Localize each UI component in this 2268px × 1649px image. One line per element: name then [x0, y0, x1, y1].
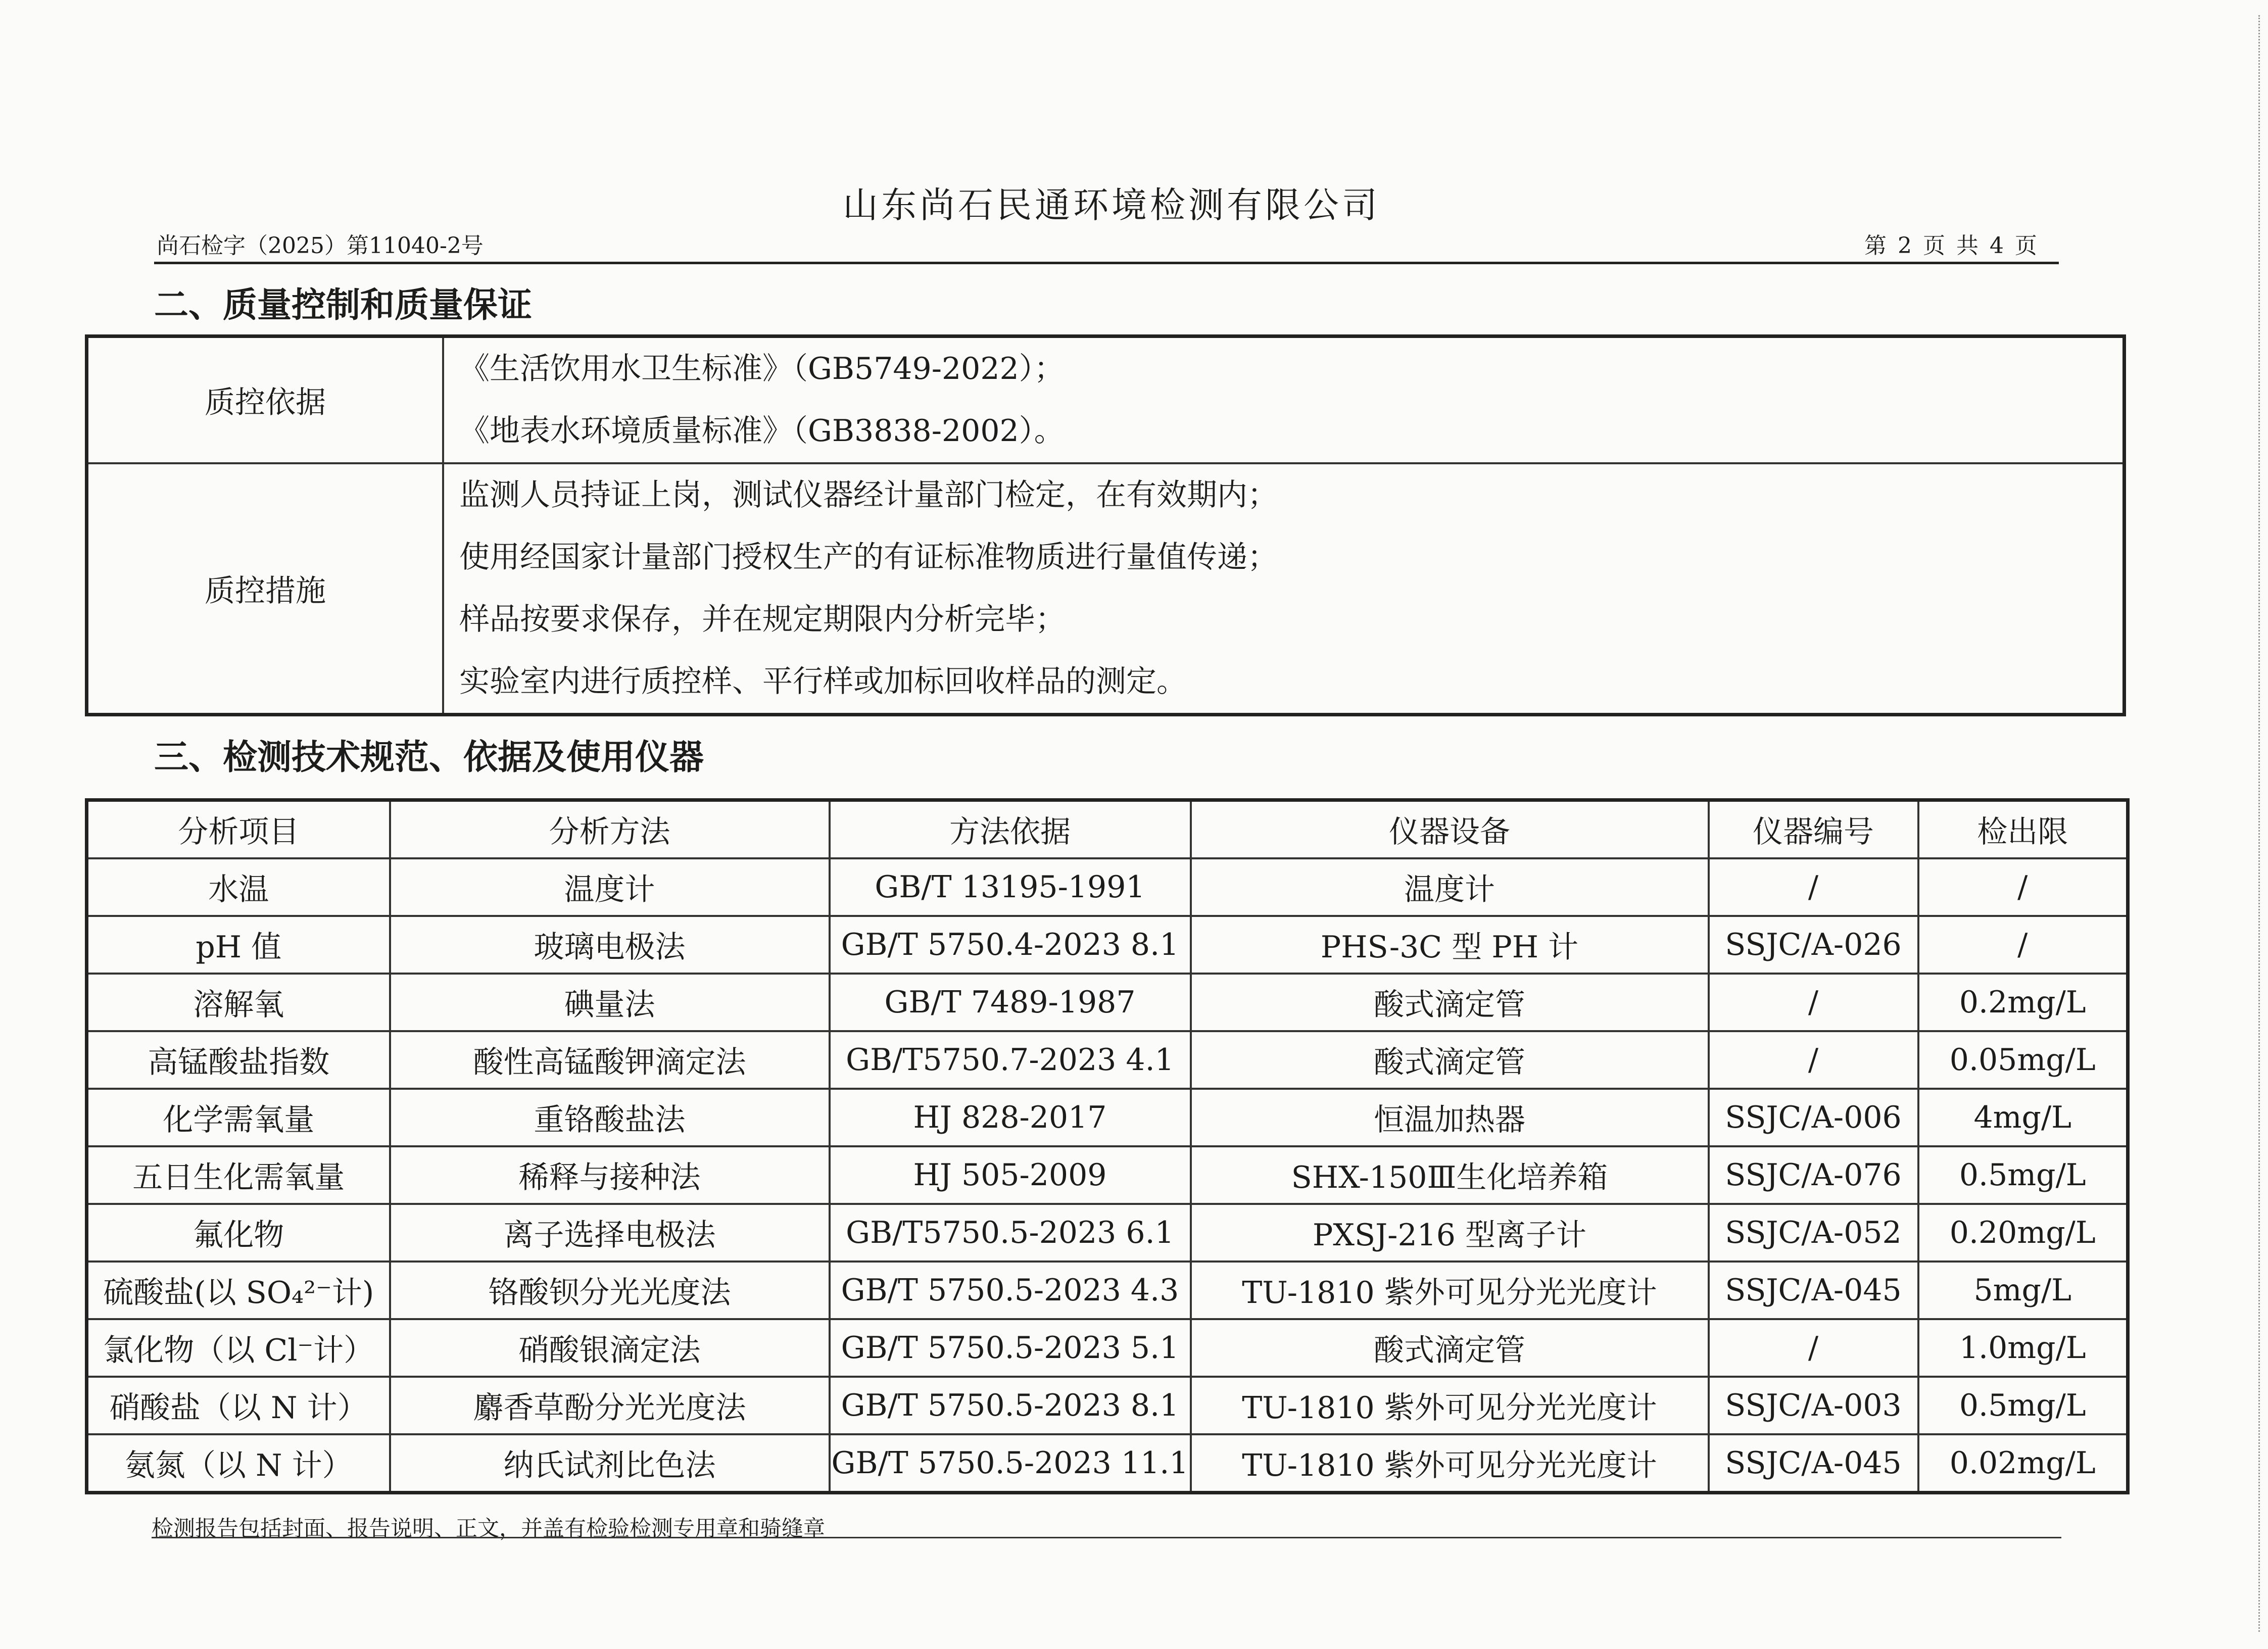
- table-cell: 温度计: [390, 858, 830, 916]
- table-row: [87, 1089, 2128, 1146]
- table-cell: 硝酸盐（以 N 计）: [87, 1377, 390, 1434]
- table-cell: 0.5mg/L: [1918, 1377, 2128, 1434]
- table-cell: 0.2mg/L: [1918, 974, 2128, 1031]
- table-row: [87, 916, 2128, 974]
- table-cell: 硫酸盐(以 SO₄²⁻计): [87, 1262, 390, 1319]
- header-cell: 分析方法: [390, 800, 830, 859]
- table-cell: SSJC/A-052: [1709, 1204, 1918, 1262]
- table-cell: 0.20mg/L: [1918, 1204, 2128, 1262]
- table-cell: PHS-3C 型 PH 计: [1191, 916, 1709, 974]
- table-cell: GB/T 5750.5-2023 11.1: [830, 1434, 1191, 1493]
- table-cell: GB/T 5750.5-2023 5.1: [830, 1319, 1191, 1377]
- table-cell: 5mg/L: [1918, 1262, 2128, 1319]
- table-cell: SSJC/A-076: [1709, 1146, 1918, 1204]
- company-name: 山东尚石民通环境检测有限公司: [843, 184, 1380, 226]
- table-cell: GB/T5750.7-2023 4.1: [830, 1031, 1191, 1089]
- table-cell: GB/T 5750.5-2023 8.1: [830, 1377, 1191, 1434]
- table-cell: /: [1709, 858, 1918, 916]
- qc-basis-content: [443, 336, 2125, 464]
- header-cell: 方法依据: [830, 800, 1191, 859]
- header-cell: 仪器设备: [1191, 800, 1709, 859]
- table-cell: /: [1918, 858, 2128, 916]
- report-number: 尚石检字（2025）第11040-2号: [157, 233, 484, 259]
- section-title-quality-control: 二、质量控制和质量保证: [154, 285, 533, 325]
- header-cell: 仪器编号: [1709, 800, 1918, 859]
- section-title-methods: 三、检测技术规范、依据及使用仪器: [154, 738, 704, 778]
- table-cell: 1.0mg/L: [1918, 1319, 2128, 1377]
- table-cell: GB/T5750.5-2023 6.1: [830, 1204, 1191, 1262]
- table-cell: TU-1810 紫外可见分光光度计: [1191, 1262, 1709, 1319]
- table-cell: 溶解氧: [87, 974, 390, 1031]
- table-cell: GB/T 7489-1987: [830, 974, 1191, 1031]
- qc-measures-label: 质控措施: [87, 463, 444, 715]
- table-cell: 恒温加热器: [1191, 1089, 1709, 1146]
- table-cell: 硝酸银滴定法: [390, 1319, 830, 1377]
- table-cell: 铬酸钡分光光度法: [390, 1262, 830, 1319]
- header-cell: 分析项目: [87, 800, 390, 859]
- table-cell: 氯化物（以 Cl⁻计）: [87, 1319, 390, 1377]
- table-cell: 稀释与接种法: [390, 1146, 830, 1204]
- table-header-row: [87, 800, 2128, 859]
- table-cell: 高锰酸盐指数: [87, 1031, 390, 1089]
- table-cell: pH 值: [87, 916, 390, 974]
- table-cell: SSJC/A-045: [1709, 1434, 1918, 1493]
- header-cell: 检出限: [1918, 800, 2128, 859]
- footer-rule: [152, 1537, 2061, 1538]
- table-cell: GB/T 5750.4-2023 8.1: [830, 916, 1191, 974]
- qc-basis-line: 《地表水环境质量标准》（GB3838-2002）。: [459, 413, 1065, 449]
- table-cell: /: [1709, 1319, 1918, 1377]
- page-number: 第 2 页 共 4 页: [1864, 233, 2039, 259]
- table-cell: 重铬酸盐法: [390, 1089, 830, 1146]
- table-cell: TU-1810 紫外可见分光光度计: [1191, 1377, 1709, 1434]
- table-cell: 4mg/L: [1918, 1089, 2128, 1146]
- table-cell: 水温: [87, 858, 390, 916]
- table-row: [87, 463, 2125, 715]
- table-cell: GB/T 13195-1991: [830, 858, 1191, 916]
- table-cell: /: [1918, 916, 2128, 974]
- table-cell: SSJC/A-026: [1709, 916, 1918, 974]
- header-rule: [154, 262, 2059, 264]
- table-cell: 0.05mg/L: [1918, 1031, 2128, 1089]
- qc-basis-line: 《生活饮用水卫生标准》（GB5749-2022）；: [459, 351, 1065, 386]
- table-cell: 氨氮（以 N 计）: [87, 1434, 390, 1493]
- table-cell: 0.02mg/L: [1918, 1434, 2128, 1493]
- qc-measures-line: 监测人员持证上岗，测试仪器经计量部门检定，在有效期内；: [459, 477, 1278, 513]
- table-cell: SSJC/A-003: [1709, 1377, 1918, 1434]
- table-cell: 0.5mg/L: [1918, 1146, 2128, 1204]
- table-row: [87, 336, 2125, 464]
- table-cell: SSJC/A-006: [1709, 1089, 1918, 1146]
- table-row: [87, 1031, 2128, 1089]
- table-cell: TU-1810 紫外可见分光光度计: [1191, 1434, 1709, 1493]
- table-row: [87, 1319, 2128, 1377]
- table-row: [87, 1377, 2128, 1434]
- table-cell: 酸性高锰酸钾滴定法: [390, 1031, 830, 1089]
- qc-measures-content: [443, 463, 2125, 715]
- quality-control-table: [85, 334, 2126, 716]
- method-table: [85, 798, 2130, 1494]
- scan-edge-line: [2258, 15, 2260, 1632]
- table-cell: 麝香草酚分光光度法: [390, 1377, 830, 1434]
- table-cell: 纳氏试剂比色法: [390, 1434, 830, 1493]
- qc-measures-line: 样品按要求保存，并在规定期限内分析完毕；: [459, 602, 1066, 637]
- table-cell: 化学需氧量: [87, 1089, 390, 1146]
- table-row: [87, 1262, 2128, 1319]
- table-row: [87, 1204, 2128, 1262]
- qc-measures-line: 实验室内进行质控样、平行样或加标回收样品的测定。: [459, 664, 1187, 699]
- table-cell: /: [1709, 974, 1918, 1031]
- table-cell: HJ 828-2017: [830, 1089, 1191, 1146]
- table-cell: 玻璃电极法: [390, 916, 830, 974]
- qc-measures-line: 使用经国家计量部门授权生产的有证标准物质进行量值传递；: [459, 540, 1278, 575]
- footer-note: 检测报告包括封面、报告说明、正文，并盖有检验检测专用章和骑缝章: [152, 1516, 825, 1541]
- table-cell: SSJC/A-045: [1709, 1262, 1918, 1319]
- table-row: [87, 858, 2128, 916]
- table-cell: 温度计: [1191, 858, 1709, 916]
- table-cell: 离子选择电极法: [390, 1204, 830, 1262]
- table-cell: 酸式滴定管: [1191, 1031, 1709, 1089]
- table-cell: 五日生化需氧量: [87, 1146, 390, 1204]
- table-cell: /: [1709, 1031, 1918, 1089]
- table-cell: 酸式滴定管: [1191, 1319, 1709, 1377]
- table-cell: 氟化物: [87, 1204, 390, 1262]
- table-cell: HJ 505-2009: [830, 1146, 1191, 1204]
- table-cell: GB/T 5750.5-2023 4.3: [830, 1262, 1191, 1319]
- table-row: [87, 974, 2128, 1031]
- table-cell: SHX-150Ⅲ生化培养箱: [1191, 1146, 1709, 1204]
- table-cell: 酸式滴定管: [1191, 974, 1709, 1031]
- qc-basis-label: 质控依据: [87, 336, 444, 464]
- table-row: [87, 1146, 2128, 1204]
- table-row: [87, 1434, 2128, 1493]
- table-cell: PXSJ-216 型离子计: [1191, 1204, 1709, 1262]
- table-cell: 碘量法: [390, 974, 830, 1031]
